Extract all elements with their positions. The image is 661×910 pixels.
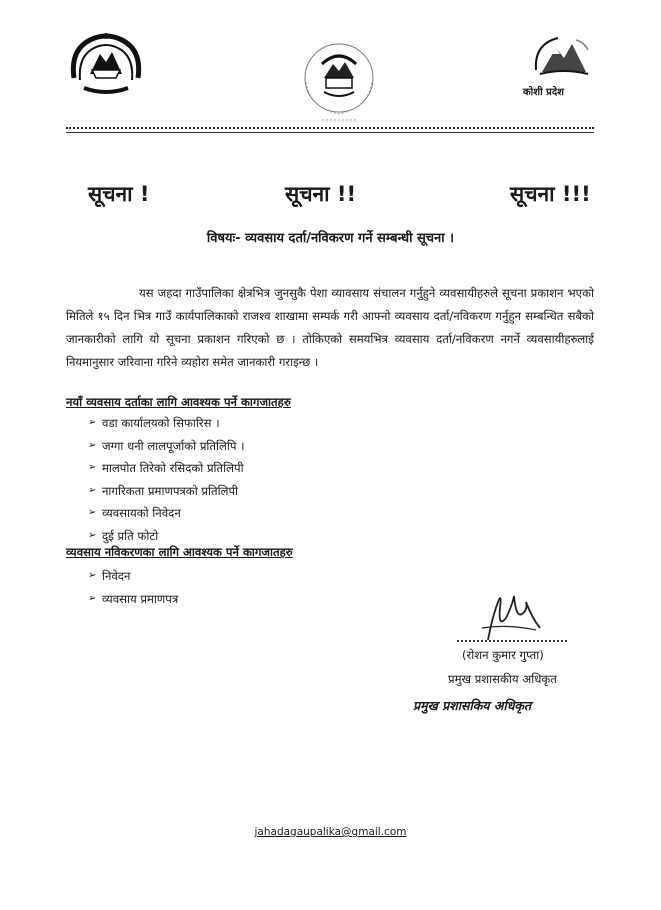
palika-seal-logo <box>300 38 378 124</box>
list-item: ➢ जग्गा धनी लालपूर्जाको प्रतिलिपि । <box>88 435 245 458</box>
signatory-title: प्रमुख प्रशासकीय अधिकृत <box>448 672 557 686</box>
new-registration-heading: नयाँ व्यवसाय दर्ताका लागि आवश्यक पर्ने कागजातहरु <box>66 395 291 409</box>
list-item: ➢ दुई प्रति फोटो <box>88 525 245 548</box>
subject-line: विषयः- व्यवसाय दर्ता/नविकरण गर्ने सम्बन्धी सूचना । <box>206 231 455 246</box>
list-item: ➢ मालपोत तिरेको रसिदको प्रतिलिपी <box>88 457 245 480</box>
arrow-bullet-icon: ➢ <box>88 439 97 451</box>
list-item: ➢ वडा कार्यालयको सिफारिस । <box>88 412 245 435</box>
header-divider-line <box>66 132 594 133</box>
signatory-name: (रोशन कुमार गुप्ता) <box>462 648 544 662</box>
province-label: कोशी प्रदेश <box>523 87 564 98</box>
notice-heading-1: सूचना ! <box>88 182 150 206</box>
renewal-list <box>88 565 178 610</box>
arrow-bullet-icon: ➢ <box>88 417 97 428</box>
official-stamp: प्रमुख प्रशासकिय अधिकृत <box>413 698 532 713</box>
arrow-bullet-icon: ➢ <box>88 507 97 518</box>
list-item: ➢ नागरिकता प्रमाणपत्रको प्रतिलिपी <box>88 480 245 503</box>
arrow-bullet-icon: ➢ <box>88 592 97 604</box>
koshi-province-logo <box>528 30 598 88</box>
contact-email: jahadagaupalika@gmail.com <box>254 826 407 838</box>
arrow-bullet-icon: ➢ <box>88 484 97 496</box>
list-item: ➢ व्यवसायको निवेदन <box>88 502 245 525</box>
signature-line <box>457 640 567 642</box>
nepal-emblem-logo <box>66 30 146 100</box>
list-item: ➢ निवेदन <box>88 565 178 588</box>
header-divider-dotted <box>66 127 594 129</box>
list-item: ➢ व्यवसाय प्रमाणपत्र <box>88 588 178 611</box>
renewal-heading: व्यवसाय नविकरणका लागि आवश्यक पर्ने कागजातहरु <box>66 545 293 559</box>
notice-heading-3: सूचना !!! <box>510 182 591 206</box>
arrow-bullet-icon: ➢ <box>88 570 97 581</box>
notice-paragraph: यस जहदा गाउँपालिका क्षेत्रभित्र जुनसुकै पेशा व्यावसाय संचालन गर्नुहुने व्यवसायीहरुले सूचना प्रकाशन भएको मितिले १५ दिन भित्र गाउँ कार्यपालिकाको राजश्व शाखामा सम्पर्क गरी आफ्नो व्यवसाय दर्ता/नविकरण गर्नुहुन सम्बन्धित सबैको जानकारीको लागि यो सूचना प्रकाशन गरिएको छ । तोकिएको समयभित्र व्यवसाय दर्ता/नविकरण नगर्ने व्यवसायीहरुलाई नियमानुसार जरिवाना गरिने व्यहोरा समेत जानकारी गराइन्छ । <box>66 286 594 369</box>
arrow-bullet-icon: ➢ <box>88 529 97 541</box>
new-registration-list <box>88 412 245 547</box>
arrow-bullet-icon: ➢ <box>88 462 97 473</box>
notice-heading-2: सूचना !! <box>285 182 357 206</box>
